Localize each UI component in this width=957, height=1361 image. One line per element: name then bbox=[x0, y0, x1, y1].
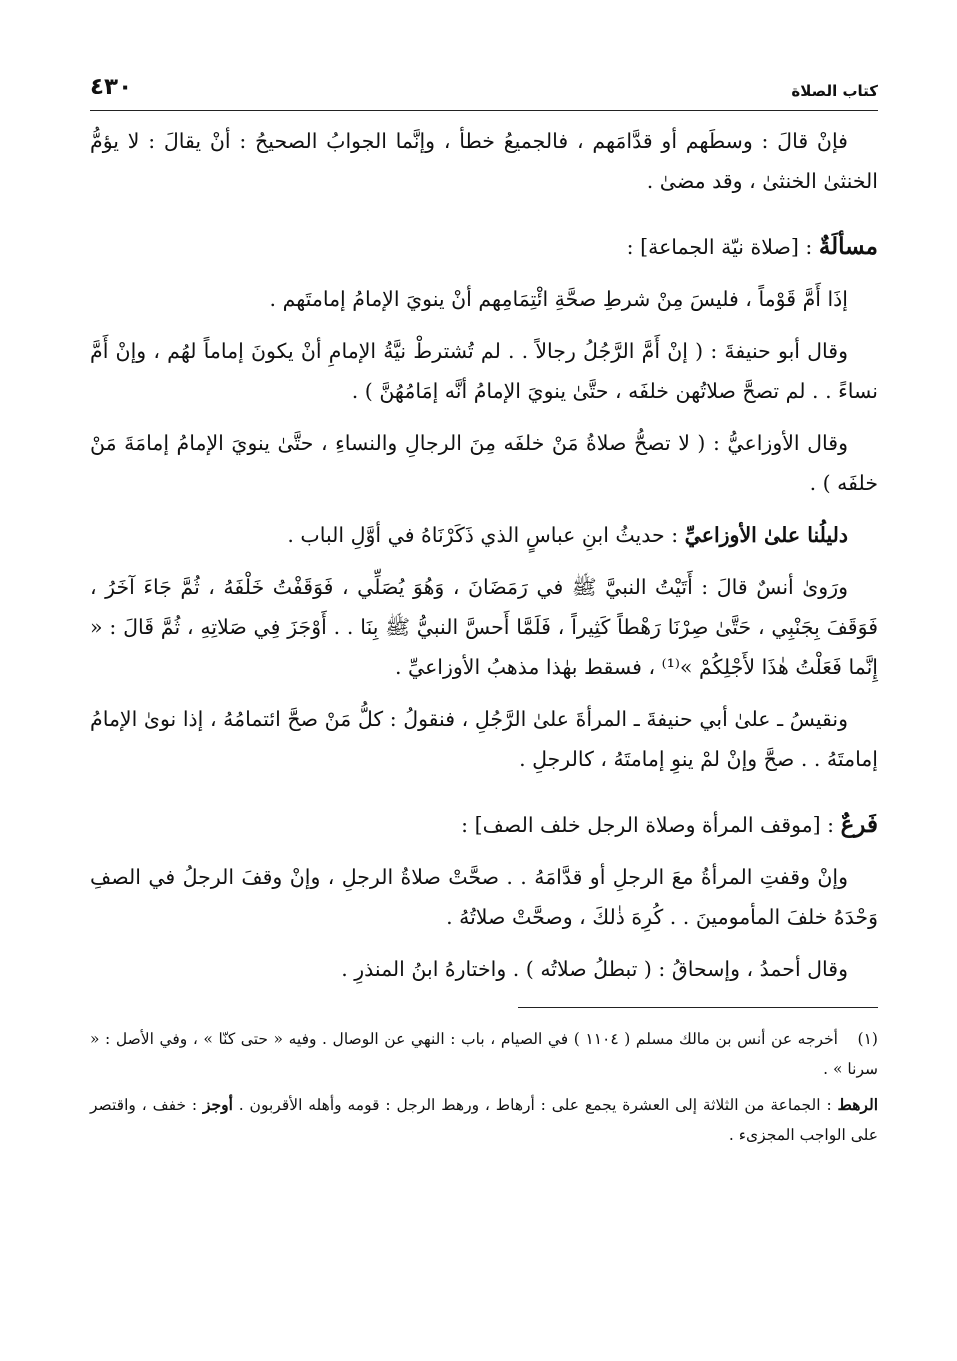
intro-paragraph: فإنْ قالَ : وسطَهم أو قدَّامَهم ، فالجميعُ خطأ ، وإنَّما الجوابُ الصحيحُ : أنْ يقالَ : لا يؤمُّ الخنثىٰ الخنثىٰ ، وقد مضىٰ . bbox=[90, 129, 878, 193]
far-paragraph-2: وقال أحمدُ ، وإسحاقُ : ( تبطلُ صلاتُه ) . واختارهُ ابنُ المنذرِ . bbox=[341, 957, 848, 981]
main-text bbox=[90, 121, 878, 989]
masala-paragraph-5: ورَوىٰ أنسٌ قالَ : أَتَيْتُ النبيَّ ﷺ في رَمَضَانَ ، وَهُوَ يُصَلِّي ، فَوَقَفْتُ خَلْفَهُ ، ثُمَّ جَاءَ آخَرُ ، فَوَقَفَ بِجَنْبِي ، حَتَّىٰ صِرْنَا رَهْطاً كَثِيراً ، فَلَمَّا أَحسَّ النبيُّ ﷺ بِنَا . . أَوْجَزَ فِي صَلاتِهِ ، ثُمَّ قَالَ : « إِنَّما فَعَلْتُ هٰذَا لأَجْلِكُمْ »⁽¹⁾ ، فسقط بهٰذا مذهبُ الأوزاعيِّ . bbox=[90, 575, 878, 679]
footnote-text: أخرجه عن أنس بن مالك مسلم ( ١١٠٤ ) في الصيام ، باب : النهي عن الوصال . وفيه « حتى كنّا » ، وفي الأصل : « سرنا » . bbox=[90, 1030, 878, 1078]
glossary-term-awjaz: أوجز bbox=[202, 1095, 233, 1114]
masala-paragraph-4 bbox=[90, 515, 878, 555]
far-paragraph-1: وإنْ وقفتِ المرأةُ معَ الرجلِ أو قدَّامَهُ . . صحَّتْ صلاةُ الرجلِ ، وإنْ وقفَ الرجلُ في الصفِ وَحْدَهُ خلفَ المأمومينَ . . كُرِهَ ذٰلكَ ، وصحَّتْ صلاتُهُ . bbox=[90, 865, 878, 929]
masala-paragraph-1: إذَا أَمَّ قَوْماً ، فليسَ مِنْ شرطِ صحَّةِ ائْتِمَامِهم أنْ ينويَ الإمامُ إمامتَهم . bbox=[269, 287, 848, 311]
glossary-definition-rahṭ: : الجماعة من الثلاثة إلى العشرة يجمع على : أرهاط ، ورهط الرجل : قومه وأهله الأقربون . bbox=[232, 1096, 838, 1114]
book-page bbox=[90, 74, 878, 1156]
evidence-text: : حديثُ ابنِ عباسٍ الذي ذَكَرْنَاهُ في أوَّلِ الباب . bbox=[287, 523, 685, 547]
far-heading-word: فَرعٌ bbox=[840, 811, 878, 838]
glossary-term-rahṭ: الرهط bbox=[837, 1095, 878, 1114]
running-title: كتاب الصلاة bbox=[791, 82, 878, 100]
running-header bbox=[90, 74, 878, 111]
footnote-1 bbox=[90, 1024, 878, 1084]
footnote-number: (١) bbox=[857, 1030, 878, 1048]
masala-heading-word: مسألَةٌ bbox=[818, 233, 878, 260]
glossary-definition-awjaz: : خفف ، واقتصر على الواجب المجزىء . bbox=[90, 1096, 878, 1144]
footnotes bbox=[90, 1024, 878, 1150]
far-heading bbox=[90, 805, 878, 845]
far-heading-title: : [موقف المرأة وصلاة الرجل خلف الصف] : bbox=[461, 813, 841, 837]
footnote-divider bbox=[518, 1007, 878, 1008]
masala-heading-title: : [صلاة نيّة الجماعة] : bbox=[626, 235, 819, 259]
masala-paragraph-2: وقال أبو حنيفةَ : ( إنْ أَمَّ الرَّجُلُ رجالاً . . لم تُشترطْ نيَّةُ الإمامِ أنْ يكونَ إماماً لهُم ، وإنْ أَمَّ نساءً . . لم تصحَّ صلاتُهن خلفَه ، حتَّىٰ ينويَ الإمامُ أنَّه إمَامُهُنَّ ) . bbox=[90, 339, 878, 403]
page-number: ٤٣٠ bbox=[90, 74, 133, 100]
masala-heading bbox=[90, 227, 878, 267]
masala-paragraph-6: ونقيسُ ـ علىٰ أبي حنيفةَ ـ المرأةَ علىٰ الرَّجُلِ ، فنقولُ : كلُّ مَنْ صحَّ ائتمامُهُ ، إذا نوىٰ الإمامُ إمامتَهُ . . صحَّ وإنْ لمْ ينوِ إمامتَهُ ، كالرجلِ . bbox=[90, 707, 878, 771]
footnote-glossary bbox=[90, 1090, 878, 1150]
masala-paragraph-3: وقال الأوزاعيُّ : ( لا تصحُّ صلاةُ مَنْ خلفَه مِنَ الرجالِ والنساءِ ، حتَّىٰ ينويَ الإمامُ إمامَةَ مَنْ خلفَه ) . bbox=[90, 431, 878, 495]
evidence-lead: دليلُنا علىٰ الأوزاعيِّ bbox=[684, 523, 848, 547]
